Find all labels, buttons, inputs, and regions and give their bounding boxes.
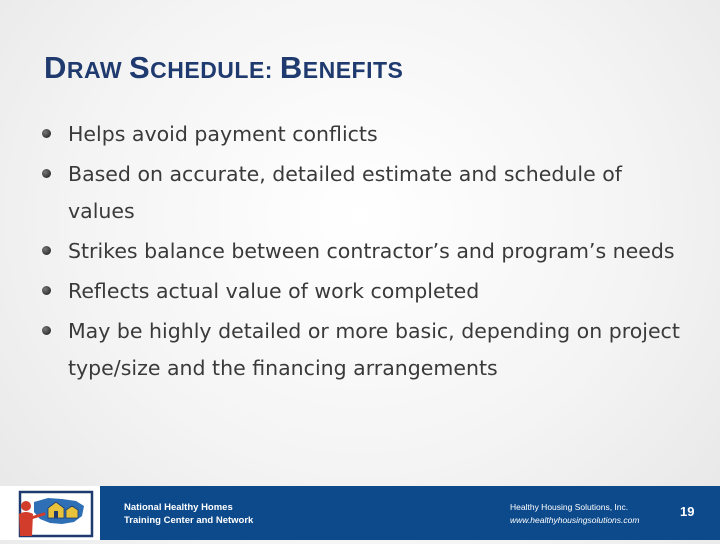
bullet-dot-icon xyxy=(42,129,51,138)
logo-box xyxy=(0,486,100,540)
partner-info xyxy=(510,501,639,527)
footer-bar xyxy=(0,486,720,540)
bullet-item xyxy=(40,233,690,270)
org-name: National Healthy Homes Training Center and Network xyxy=(124,502,254,526)
page-number: 19 xyxy=(680,504,695,519)
bullet-list xyxy=(40,116,690,390)
title-word-schedule: SCHEDULE: xyxy=(128,50,273,85)
bullet-dot-icon xyxy=(42,169,51,178)
bullet-dot-icon xyxy=(42,326,51,335)
title-word-benefits: BENEFITS xyxy=(279,50,404,85)
bullet-item xyxy=(40,273,690,310)
title-word-draw: DRAW xyxy=(44,50,123,85)
bullet-item xyxy=(40,313,690,387)
bullet-text: Based on accurate, detailed estimate and schedule of values xyxy=(68,162,622,223)
healthy-homes-logo-icon xyxy=(0,486,100,540)
bullet-dot-icon xyxy=(42,246,51,255)
partner-url: www.healthyhousingsolutions.com xyxy=(510,515,640,525)
bullet-item xyxy=(40,116,690,153)
partner-name: Healthy Housing Solutions, Inc. xyxy=(510,502,629,512)
bullet-text: Reflects actual value of work completed xyxy=(68,279,480,303)
bullet-text: Helps avoid payment conflicts xyxy=(68,122,378,146)
bullet-text: Strikes balance between contractor’s and program’s needs xyxy=(68,239,675,263)
bullet-item xyxy=(40,156,690,230)
bullet-dot-icon xyxy=(42,286,51,295)
bullet-text: May be highly detailed or more basic, depending on project type/size and the financing arrangements xyxy=(68,319,680,380)
slide-title xyxy=(44,50,403,88)
